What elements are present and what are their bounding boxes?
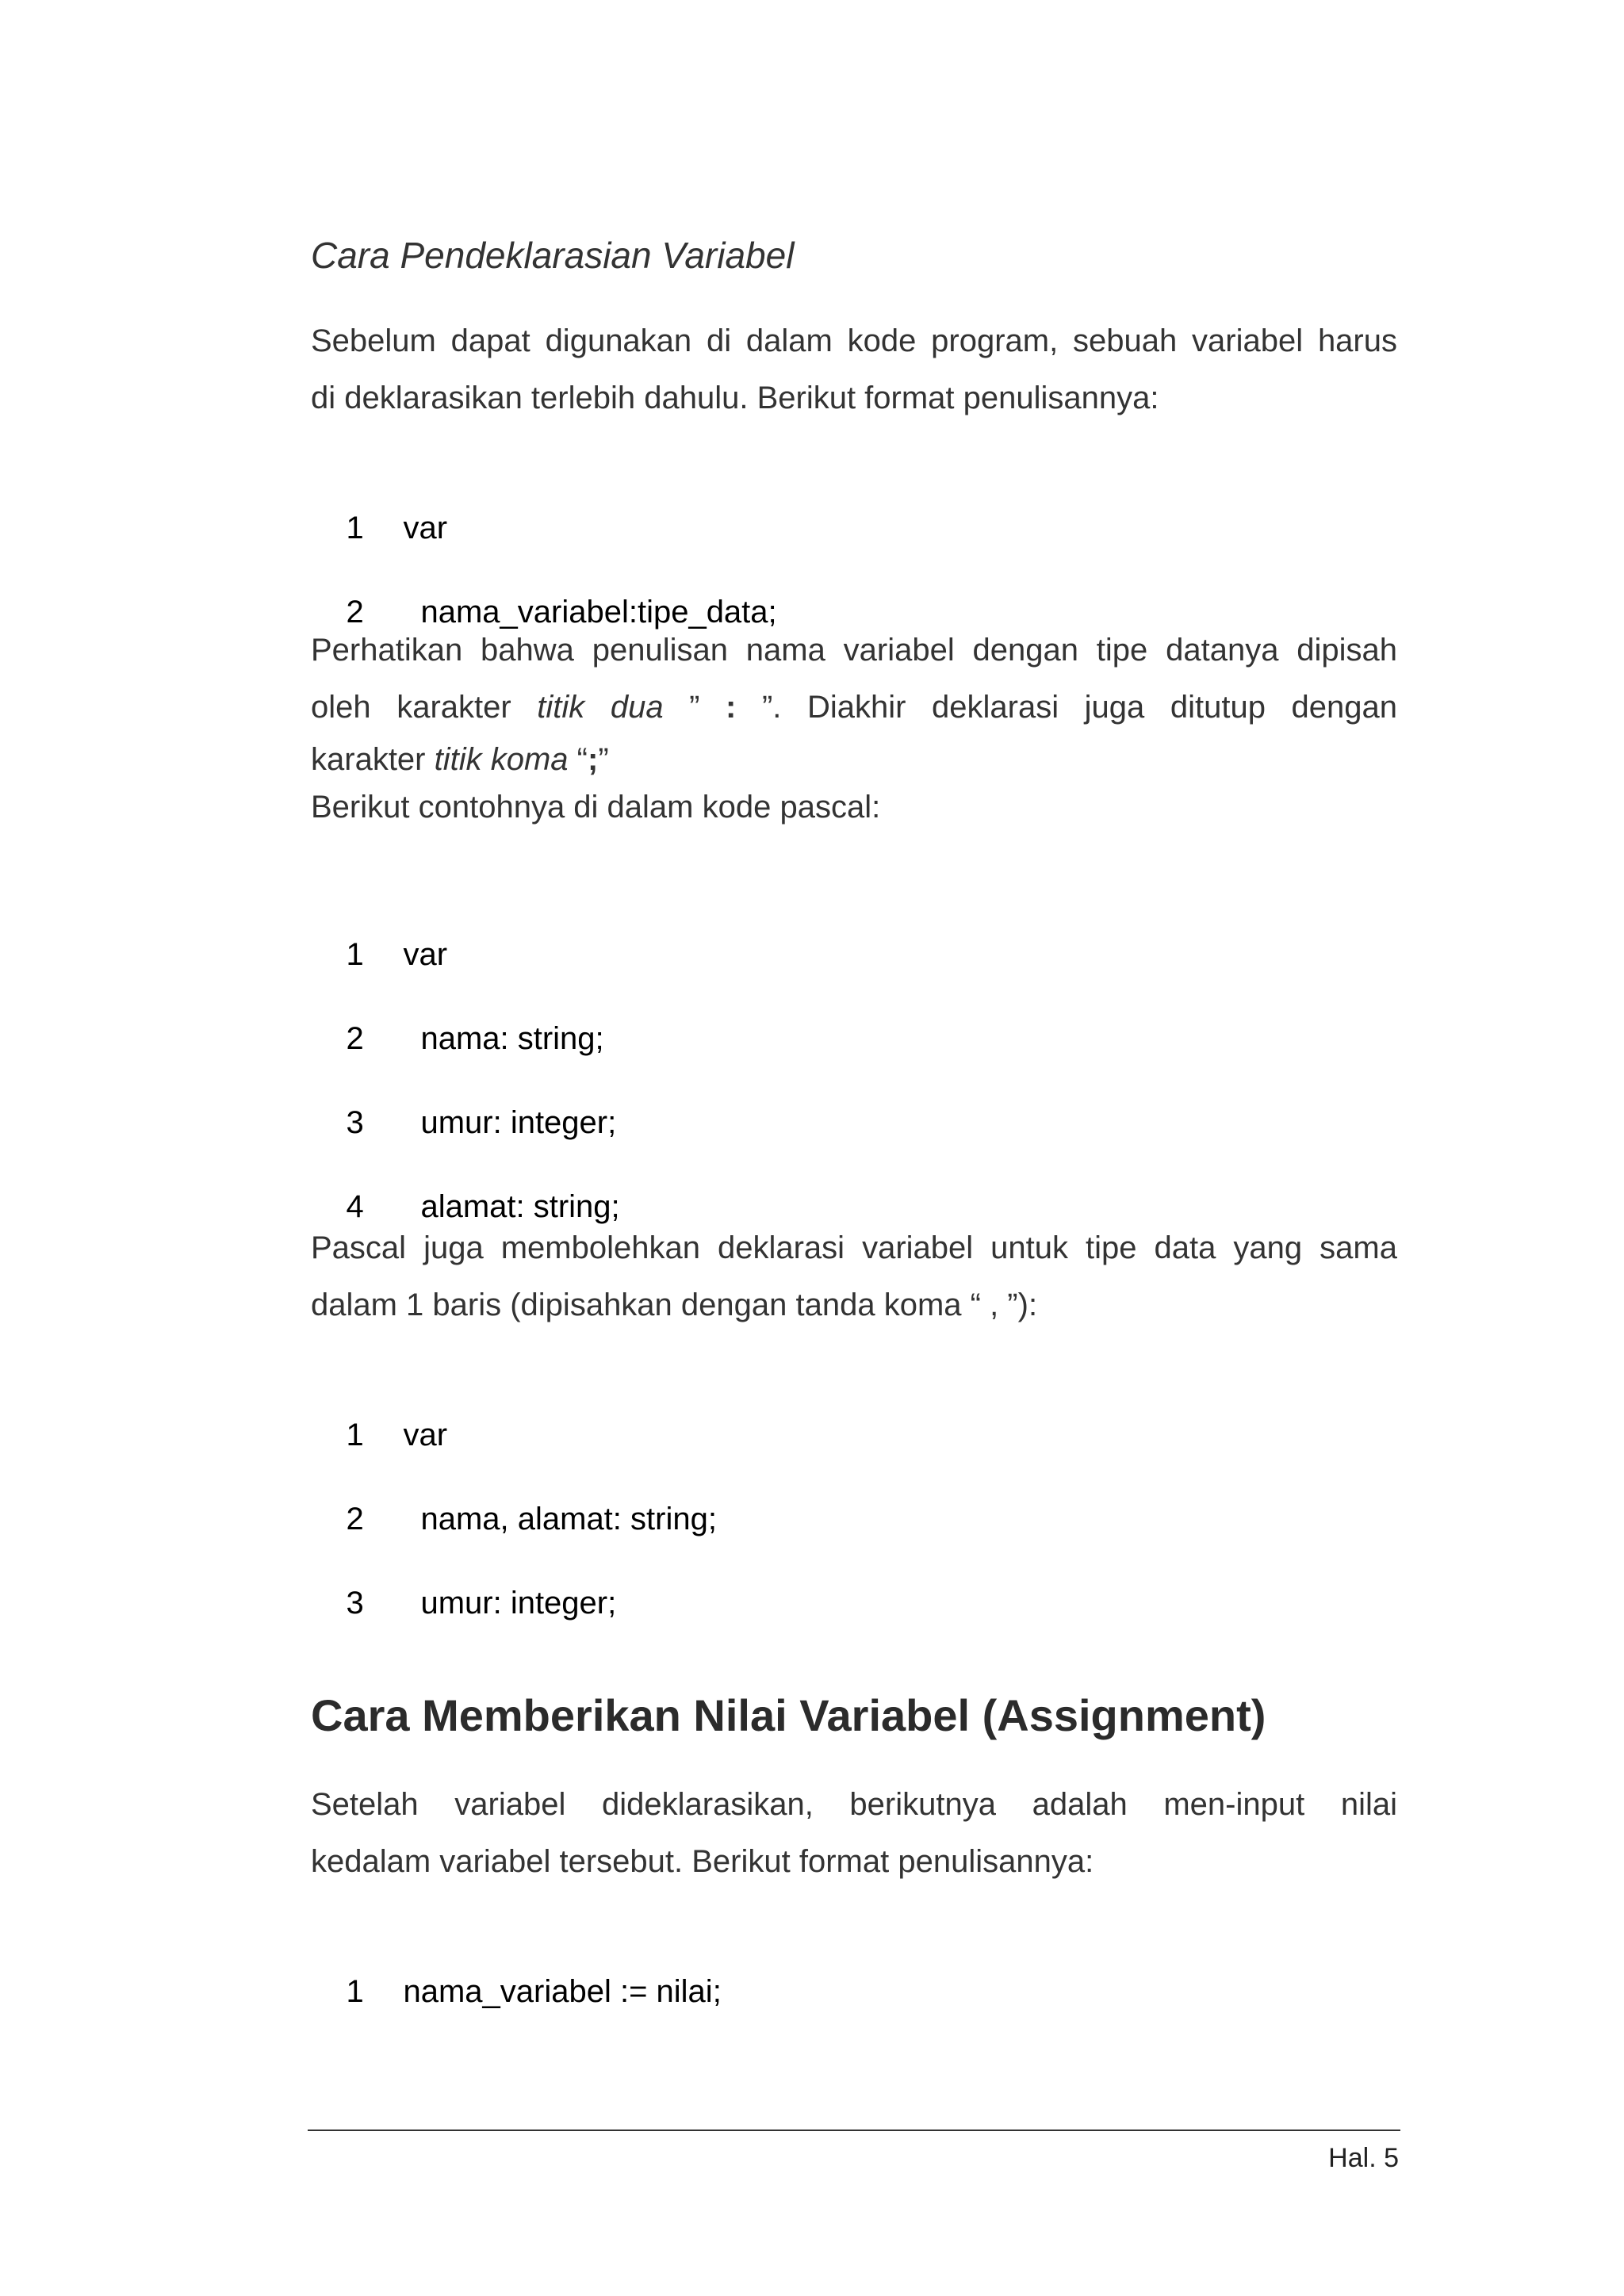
multi-declaration-paragraph [311,1219,1397,1334]
line-number: 2 [346,1021,364,1056]
intro-paragraph [311,312,1397,427]
line-number: 1 [346,1418,364,1452]
emphasis-text: titik dua [537,690,664,725]
line-number: 2 [346,595,364,629]
bold-symbol: : [726,690,737,725]
code-line [311,1925,722,2058]
code-text: nama, alamat: string; [420,1502,717,1536]
assignment-intro-paragraph [311,1776,1397,1890]
paragraph-line: Perhatikan bahwa penulisan nama variabel dengan tipe datanya dipisah [311,633,1397,668]
code-text: umur: integer; [420,1586,617,1621]
paragraph-line: Berikut contohnya di dalam kode pascal: [311,790,881,825]
footer-divider [308,2130,1400,2131]
paragraph-line: kedalam variabel tersebut. Berikut format penulisannya: [311,1844,1094,1879]
code-line [311,1536,616,1670]
paragraph-line: karakter titik koma “;” [311,742,609,777]
paragraph-line: Sebelum dapat digunakan di dalam kode program, sebuah variabel harus [311,323,1397,358]
line-number: 1 [346,937,364,972]
page-number: Hal. 5 [1328,2143,1399,2173]
line-number: 3 [346,1105,364,1140]
line-number: 1 [346,511,364,545]
code-text: var [403,1418,448,1452]
note-paragraph [311,622,1397,831]
code-text: alamat: string; [420,1189,620,1224]
paragraph-line: oleh karakter titik dua ” : ”. Diakhir deklarasi juga ditutup dengan [311,690,1397,725]
paragraph-line: Setelah variabel dideklarasikan, berikutnya adalah men-input nilai [311,1787,1397,1822]
code-text: nama: string; [420,1021,604,1056]
line-number: 2 [346,1502,364,1536]
section-heading: Cara Memberikan Nilai Variabel (Assignment) [311,1690,1266,1740]
line-number: 4 [346,1189,364,1224]
paragraph-line: dalam 1 baris (dipisahkan dengan tanda koma “ , ”): [311,1288,1038,1322]
section-subheading: Cara Pendeklarasian Variabel [311,235,795,276]
code-text: nama_variabel := nilai; [403,1974,722,2009]
line-number: 3 [346,1586,364,1621]
emphasis-text: titik koma [434,742,569,777]
bold-symbol: ; [587,742,599,777]
paragraph-line: di deklarasikan terlebih dahulu. Berikut format penulisannya: [311,381,1159,415]
line-number: 1 [346,1974,364,2009]
paragraph-line: Pascal juga membolehkan deklarasi variabel untuk tipe data yang sama [311,1230,1397,1265]
code-text: var [403,511,448,545]
code-text: nama_variabel:tipe_data; [420,595,777,629]
code-text: var [403,937,448,972]
code-text: umur: integer; [420,1105,617,1140]
